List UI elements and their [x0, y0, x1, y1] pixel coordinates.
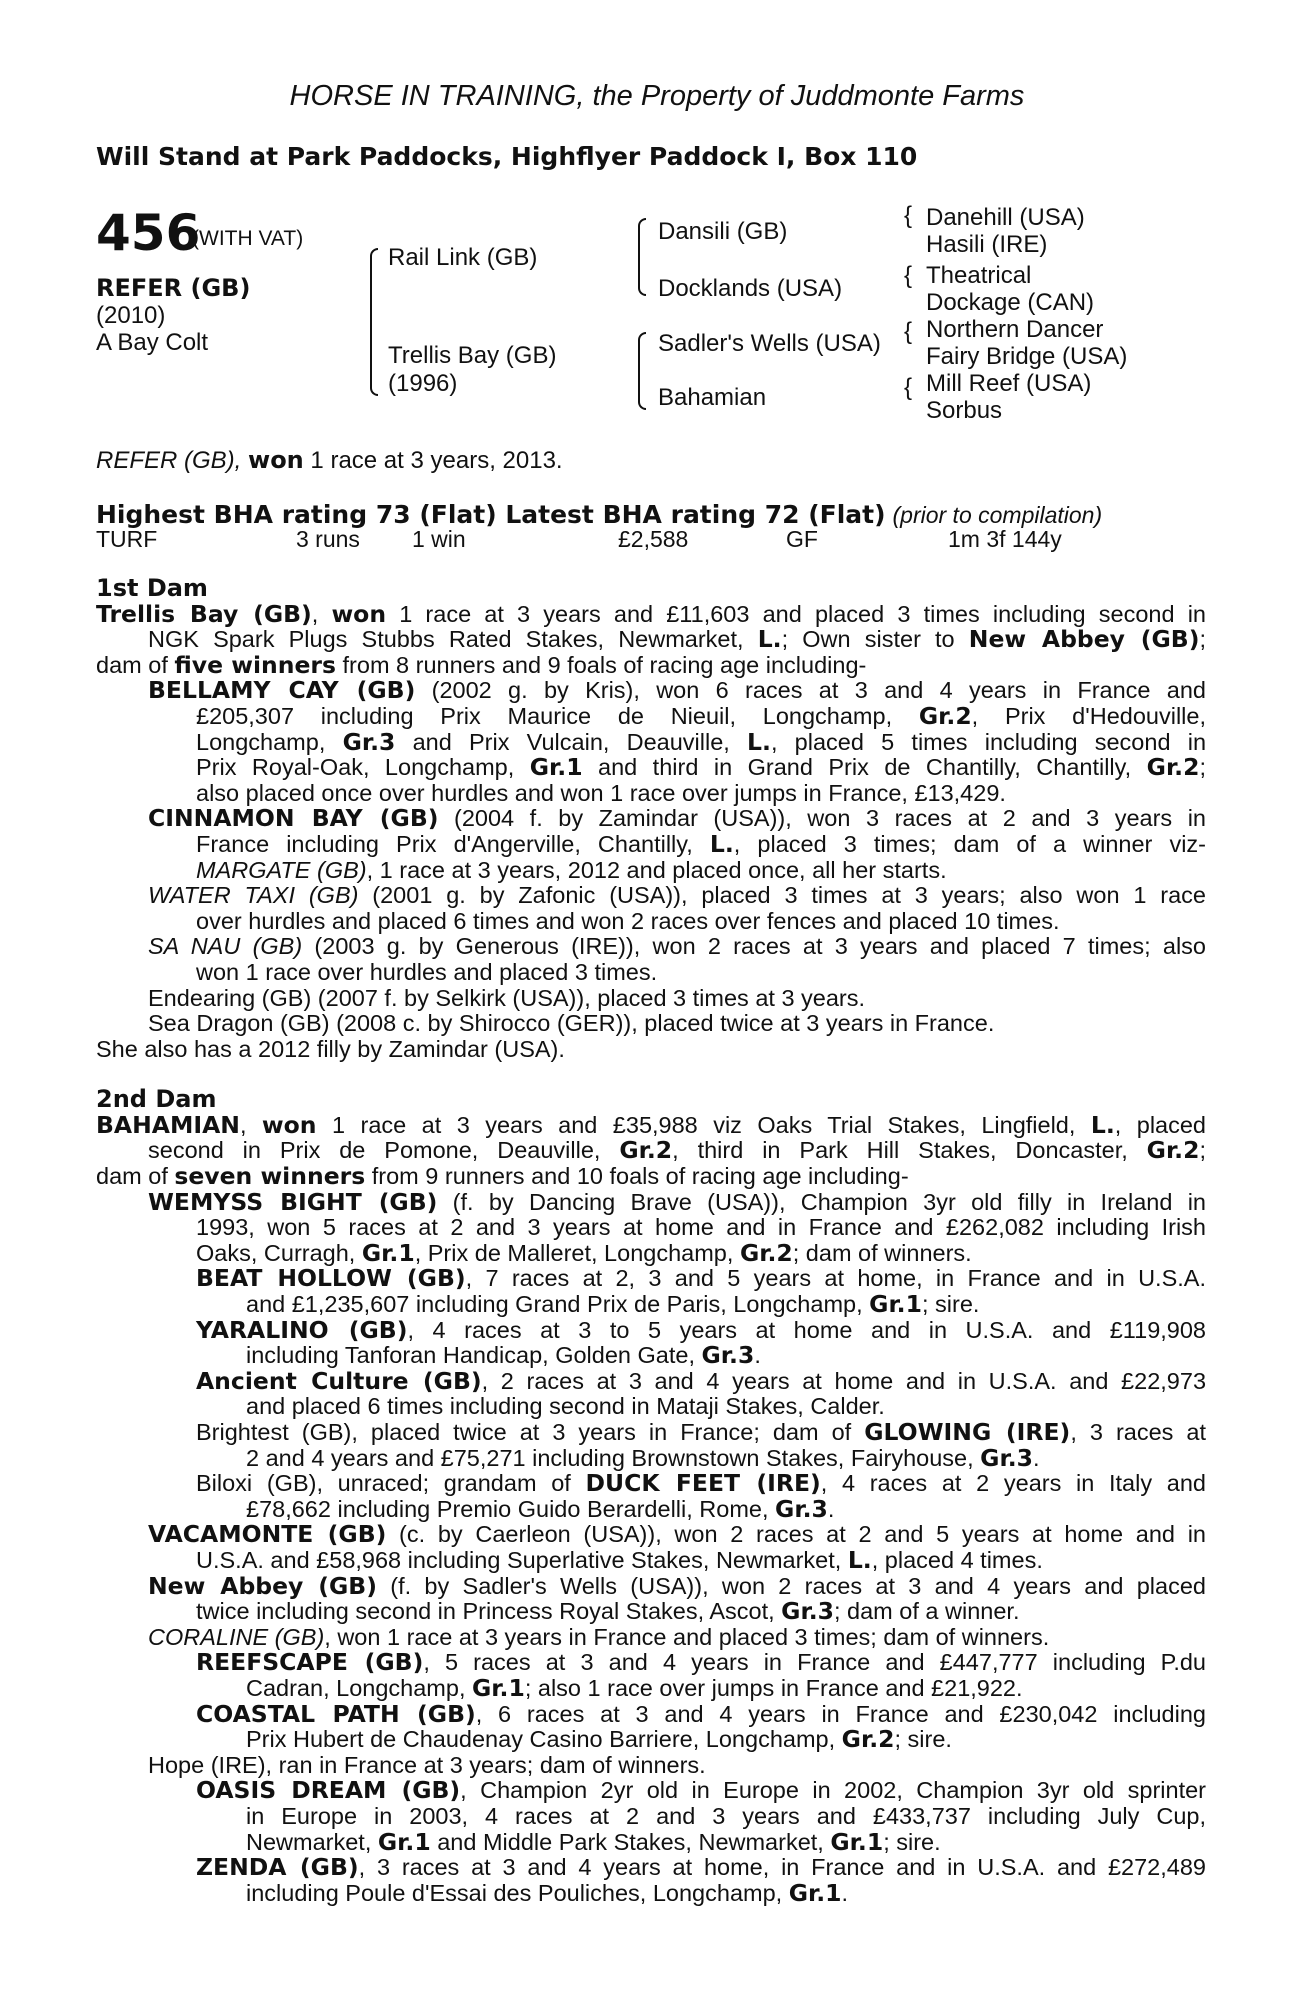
dam-records [96, 576, 1206, 1906]
summary-horse-name: REFER (GB), [96, 447, 242, 474]
first-dam-heading: 1st Dam [96, 574, 208, 602]
turf-prize: £2,588 [618, 526, 689, 552]
pedigree-ggp: Danehill (USA) [926, 204, 1085, 231]
summary-won: won [248, 446, 304, 474]
pedigree-ggp: Theatrical [926, 262, 1032, 289]
record-line: COASTAL PATH (GB), 6 races at 3 and 4 years in France and £230,042 including [196, 1699, 1206, 1728]
record-line: BAHAMIAN, won 1 race at 3 years and £35,988 viz Oaks Trial Stakes, Lingfield, L., placed [96, 1110, 1206, 1139]
record-line: including Tanforan Handicap, Golden Gate, Gr.3. [246, 1341, 761, 1370]
record-line: Oaks, Curragh, Gr.1, Prix de Malleret, Longchamp, Gr.2; dam of winners. [196, 1238, 972, 1267]
record-line: VACAMONTE (GB) (c. by Caerleon (USA)), won 2 races at 2 and 5 years at home and in [148, 1520, 1206, 1549]
record-line: MARGATE (GB), 1 race at 3 years, 2012 and placed once, all her starts. [196, 856, 947, 883]
pedigree-sire: Rail Link (GB) [388, 244, 538, 271]
pedigree-dam-dam: Bahamian [658, 384, 767, 411]
record-line: Endearing (GB) (2007 f. by Selkirk (USA)), placed 3 times at 3 years. [148, 984, 866, 1011]
horse-description: A Bay Colt [96, 329, 209, 356]
pedigree-sire-sire: Dansili (GB) [658, 218, 788, 245]
record-line: WEMYSS BIGHT (GB) (f. by Dancing Brave (USA)), Champion 3yr old filly in Ireland in [148, 1187, 1206, 1216]
turf-wins: 1 win [412, 526, 466, 552]
second-dam-section [96, 1110, 1207, 1907]
record-line: twice including second in Princess Royal Stakes, Ascot, Gr.3; dam of a winner. [196, 1597, 1020, 1626]
bha-rating-note: (prior to compilation) [892, 502, 1103, 528]
record-line: SA NAU (GB) (2003 g. by Generous (IRE)), won 2 races at 3 years and placed 7 times; also [148, 933, 1206, 960]
record-line: BELLAMY CAY (GB) (2002 g. by Kris), won 6 races at 3 and 4 years in France and [148, 676, 1206, 705]
record-line: OASIS DREAM (GB), Champion 2yr old in Europe in 2002, Champion 3yr old sprinter [196, 1776, 1206, 1805]
record-line: Sea Dragon (GB) (2008 c. by Shirocco (GER)), placed twice at 3 years in France. [148, 1010, 995, 1037]
pedigree-brace [638, 256, 646, 296]
turf-distance: 1m 3f 144y [948, 526, 1062, 552]
record-line: and placed 6 times including second in Mataji Stakes, Calder. [246, 1393, 885, 1420]
pedigree-sire-dam: Docklands (USA) [658, 275, 843, 302]
record-line: Newmarket, Gr.1 and Middle Park Stakes, Newmarket, Gr.1; sire. [246, 1827, 941, 1856]
record-line: New Abbey (GB) (f. by Sadler's Wells (USA)), won 2 races at 3 and 4 years and placed [148, 1571, 1206, 1600]
pedigree-ggp: Northern Dancer [926, 316, 1104, 343]
summary-text: 1 race at 3 years, 2013. [303, 447, 563, 474]
pedigree-brace-glyph: { [904, 374, 913, 401]
stand-location: Will Stand at Park Paddocks, Highflyer Paddock I, Box 110 [96, 142, 918, 171]
record-line: Hope (IRE), ran in France at 3 years; dam of winners. [148, 1751, 706, 1778]
record-line: France including Prix d'Angerville, Chantilly, L., placed 3 times; dam of a winner viz- [196, 829, 1206, 858]
record-line: and £1,235,607 including Grand Prix de Paris, Longchamp, Gr.1; sire. [246, 1290, 980, 1319]
pedigree-ggp: Sorbus [926, 397, 1003, 424]
page-title: HORSE IN TRAINING, the Property of Juddmonte Farms [289, 80, 1025, 112]
record-line: £78,662 including Premio Guido Berardelli, Rome, Gr.3. [246, 1494, 835, 1523]
record-line: Biloxi (GB), unraced; grandam of DUCK FEET (IRE), 4 races at 2 years in Italy and [196, 1469, 1206, 1498]
pedigree-brace [370, 334, 378, 396]
horse-year: (2010) [96, 302, 166, 329]
pedigree-dam: Trellis Bay (GB) [388, 342, 557, 369]
pedigree-brace [638, 370, 646, 410]
record-line: NGK Spark Plugs Stubbs Rated Stakes, Newmarket, L.; Own sister to New Abbey (GB); [148, 625, 1206, 654]
second-dam-heading: 2nd Dam [96, 1085, 217, 1114]
pedigree-ggp: Hasili (IRE) [926, 231, 1048, 258]
pedigree-ggp: Dockage (CAN) [926, 289, 1095, 316]
record-line: second in Prix de Pomone, Deauville, Gr.2, third in Park Hill Stakes, Doncaster, Gr.2; [148, 1136, 1206, 1165]
turf-surface: TURF [96, 526, 158, 552]
record-line: Longchamp, Gr.3 and Prix Vulcain, Deauville, L., placed 5 times including second in [196, 727, 1207, 756]
record-line: ZENDA (GB), 3 races at 3 and 4 years at home, in France and in U.S.A. and £272,489 [196, 1853, 1206, 1882]
pedigree-ggp: Fairy Bridge (USA) [926, 343, 1128, 370]
pedigree-brace-glyph: { [904, 202, 913, 229]
record-line: in Europe in 2003, 4 races at 2 and 3 years and £433,737 including July Cup, [246, 1802, 1206, 1829]
record-line: U.S.A. and £58,968 including Superlative Stakes, Newmarket, L., placed 4 times. [196, 1545, 1043, 1574]
pedigree-ggp: Mill Reef (USA) [926, 370, 1092, 397]
lot-vat-note: (WITH VAT) [192, 227, 304, 250]
record-line: Brightest (GB), placed twice at 3 years in France; dam of GLOWING (IRE), 3 races at [196, 1418, 1207, 1446]
horse-name: REFER (GB) [96, 274, 251, 302]
record-line: Trellis Bay (GB), won 1 race at 3 years and £11,603 and placed 3 times including second in [96, 599, 1206, 628]
lot-number: 456 [96, 204, 201, 262]
turf-runs: 3 runs [296, 526, 360, 552]
record-line: YARALINO (GB), 4 races at 3 to 5 years at home and in U.S.A. and £119,908 [196, 1315, 1206, 1344]
record-line: Prix Royal-Oak, Longchamp, Gr.1 and third in Grand Prix de Chantilly, Chantilly, Gr.2; [196, 753, 1206, 782]
record-line: including Poule d'Essai des Pouliches, Longchamp, Gr.1. [246, 1878, 849, 1907]
first-dam-section [96, 599, 1207, 1063]
record-line: WATER TAXI (GB) (2001 g. by Zafonic (USA)), placed 3 times at 3 years; also won 1 race [148, 882, 1206, 909]
record-line: CINNAMON BAY (GB) (2004 f. by Zamindar (USA)), won 3 races at 2 and 3 years in [148, 804, 1206, 833]
pedigree-brace [370, 248, 378, 334]
record-line: 2 and 4 years and £75,271 including Brownstown Stakes, Fairyhouse, Gr.3. [246, 1443, 1040, 1472]
record-line: BEAT HOLLOW (GB), 7 races at 2, 3 and 5 years at home, in France and in U.S.A. [196, 1264, 1206, 1293]
pedigree-brace [638, 218, 646, 256]
record-line: £205,307 including Prix Maurice de Nieuil, Longchamp, Gr.2, Prix d'Hedouville, [196, 701, 1206, 730]
record-line: dam of five winners from 8 runners and 9 foals of racing age including- [96, 650, 867, 679]
bha-rating-text: Highest BHA rating 73 (Flat) Latest BHA rating 72 (Flat) [96, 500, 886, 529]
record-line: dam of seven winners from 9 runners and 10 foals of racing age including- [96, 1162, 909, 1191]
turf-going: GF [786, 526, 818, 552]
record-line: 1993, won 5 races at 2 and 3 years at home and in France and £262,082 including Irish [196, 1214, 1206, 1241]
record-line: She also has a 2012 filly by Zamindar (USA). [96, 1035, 565, 1062]
record-line: over hurdles and placed 6 times and won 2 races over fences and placed 10 times. [196, 907, 1060, 934]
pedigree-dam-sire: Sadler's Wells (USA) [658, 330, 881, 357]
record-line: Prix Hubert de Chaudenay Casino Barriere, Longchamp, Gr.2; sire. [246, 1725, 952, 1754]
pedigree-dam-year: (1996) [388, 370, 458, 397]
race-summary [96, 446, 563, 475]
record-line: also placed once over hurdles and won 1 race over jumps in France, £13,429. [196, 779, 1006, 806]
record-line: REEFSCAPE (GB), 5 races at 3 and 4 years in France and £447,777 including P.du [196, 1648, 1206, 1677]
pedigree-brace [638, 332, 646, 370]
record-line: CORALINE (GB), won 1 race at 3 years in France and placed 3 times; dam of winners. [148, 1623, 1050, 1650]
pedigree-brace-glyph: { [904, 262, 913, 289]
pedigree-brace-glyph: { [904, 318, 913, 345]
record-line: won 1 race over hurdles and placed 3 times. [196, 958, 658, 985]
record-line: Cadran, Longchamp, Gr.1; also 1 race over jumps in France and £21,922. [246, 1673, 1023, 1702]
record-line: Ancient Culture (GB), 2 races at 3 and 4 years at home and in U.S.A. and £22,973 [196, 1366, 1207, 1395]
